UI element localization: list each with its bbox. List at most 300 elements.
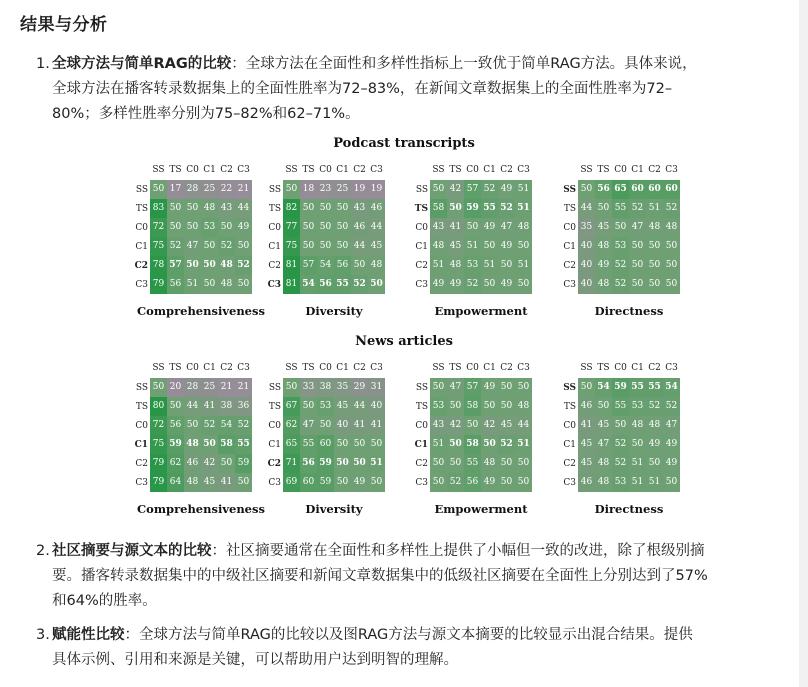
heatmap-cell: 50 bbox=[629, 435, 646, 454]
heatmap-cell: 48 bbox=[595, 473, 612, 492]
heatmap-cell: 50 bbox=[612, 218, 629, 237]
heatmap-column-label: C3 bbox=[665, 165, 678, 175]
heatmap-cell: 47 bbox=[447, 378, 464, 397]
heatmap-cell: 44 bbox=[184, 397, 201, 416]
heatmap-cell: 50 bbox=[481, 237, 498, 256]
heatmap-cell: 45 bbox=[595, 218, 612, 237]
heatmap-cell: 49 bbox=[481, 378, 498, 397]
heatmap-cell: 48 bbox=[663, 218, 680, 237]
heatmap-cell: 60 bbox=[629, 180, 646, 199]
heatmap-title: Comprehensiveness bbox=[137, 502, 265, 516]
item-text-line: 要。播客转录数据集中的中级社区摘要和新闻文章数据集中的低级社区摘要在全面性上分别达到了57% bbox=[52, 568, 708, 584]
heatmap-row-label: SS bbox=[135, 185, 148, 195]
heatmap-cell: 50 bbox=[595, 199, 612, 218]
heatmap-cell: 25 bbox=[201, 180, 218, 199]
heatmap-row-label: C2 bbox=[268, 261, 281, 271]
heatmap-cell: 50 bbox=[430, 473, 447, 492]
heatmap-cell: 51 bbox=[430, 435, 447, 454]
heatmap-column-label: C0 bbox=[466, 363, 479, 373]
heatmap-cell: 50 bbox=[481, 397, 498, 416]
heatmap-cell: 59 bbox=[464, 199, 481, 218]
heatmap-column-label: SS bbox=[432, 165, 445, 175]
heatmap-cell: 50 bbox=[184, 416, 201, 435]
heatmap-cell: 50 bbox=[283, 378, 300, 397]
heatmap-cell: 49 bbox=[663, 454, 680, 473]
heatmap-cell: 50 bbox=[201, 435, 218, 454]
heatmap-cell: 52 bbox=[167, 237, 184, 256]
figure-section-title: News articles bbox=[355, 334, 453, 349]
heatmap-cell: 50 bbox=[317, 218, 334, 237]
heatmap-column-label: TS bbox=[597, 165, 610, 175]
heatmap-column-label: C0 bbox=[319, 363, 332, 373]
heatmap-cell: 44 bbox=[351, 397, 368, 416]
item-text-line: 80%；多样性胜率分别为75–82%和62–71%。 bbox=[52, 106, 360, 122]
heatmap-cell: 57 bbox=[464, 378, 481, 397]
heatmap-column-label: C0 bbox=[614, 165, 627, 175]
heatmap-cell: 50 bbox=[167, 199, 184, 218]
heatmap-row-label: C0 bbox=[268, 421, 281, 431]
heatmap-cell: 41 bbox=[578, 416, 595, 435]
heatmap-cell: 53 bbox=[612, 237, 629, 256]
heatmap-cell: 50 bbox=[201, 237, 218, 256]
heatmap-column-label: TS bbox=[449, 363, 462, 373]
heatmap-cell: 53 bbox=[201, 218, 218, 237]
heatmap-title: Comprehensiveness bbox=[137, 304, 265, 318]
heatmap-cell: 44 bbox=[235, 199, 252, 218]
heatmap-cell: 21 bbox=[235, 180, 252, 199]
heatmap-row-label: SS bbox=[563, 383, 576, 393]
heatmap-column-label: C1 bbox=[631, 363, 644, 373]
heatmap-cell: 50 bbox=[481, 275, 498, 294]
heatmap-column-label: C0 bbox=[186, 363, 199, 373]
heatmap-cell: 50 bbox=[515, 237, 532, 256]
heatmap-cell: 51 bbox=[430, 256, 447, 275]
heatmap-cell: 72 bbox=[150, 218, 167, 237]
heatmap-cell: 50 bbox=[334, 218, 351, 237]
heatmap-column-label: C3 bbox=[370, 363, 383, 373]
heatmap-cell: 50 bbox=[612, 416, 629, 435]
section-heading: 结果与分析 bbox=[20, 15, 108, 35]
heatmap-cell: 79 bbox=[150, 454, 167, 473]
heatmap-column-label: C1 bbox=[336, 165, 349, 175]
heatmap-cell: 53 bbox=[612, 473, 629, 492]
heatmap-cell: 54 bbox=[300, 275, 317, 294]
heatmap-cell: 54 bbox=[595, 378, 612, 397]
heatmap-cell: 40 bbox=[578, 237, 595, 256]
heatmap-cell: 50 bbox=[498, 397, 515, 416]
heatmap-column-label: TS bbox=[169, 165, 182, 175]
heatmap-row-label: C1 bbox=[563, 440, 576, 450]
heatmap-cell: 28 bbox=[184, 180, 201, 199]
heatmap-cell: 59 bbox=[167, 435, 184, 454]
heatmap-cell: 48 bbox=[481, 454, 498, 473]
heatmap-cell: 49 bbox=[481, 218, 498, 237]
heatmap-row-label: C0 bbox=[135, 421, 148, 431]
heatmap-cell: 49 bbox=[498, 180, 515, 199]
heatmap-row-label: TS bbox=[268, 402, 281, 412]
heatmap-cell: 48 bbox=[515, 218, 532, 237]
heatmap-cell: 49 bbox=[498, 237, 515, 256]
heatmap-cell: 50 bbox=[201, 256, 218, 275]
heatmap-row-label: C2 bbox=[135, 459, 148, 469]
heatmap-cell: 19 bbox=[368, 180, 385, 199]
heatmap-cell: 48 bbox=[515, 397, 532, 416]
heatmap-cell: 67 bbox=[283, 397, 300, 416]
heatmap-row-label: C3 bbox=[135, 478, 148, 488]
heatmap-row-label: C0 bbox=[415, 223, 428, 233]
heatmap-cell: 42 bbox=[447, 416, 464, 435]
heatmap-cell: 52 bbox=[235, 416, 252, 435]
heatmap-cell: 53 bbox=[464, 256, 481, 275]
heatmap-row-label: C1 bbox=[414, 440, 428, 450]
heatmap-cell: 29 bbox=[351, 378, 368, 397]
heatmap-cell: 52 bbox=[351, 275, 368, 294]
heatmap-cell: 50 bbox=[578, 180, 595, 199]
heatmap-cell: 23 bbox=[317, 180, 334, 199]
heatmap-cell: 50 bbox=[351, 454, 368, 473]
heatmap-cell: 52 bbox=[201, 416, 218, 435]
heatmap-cell: 36 bbox=[235, 397, 252, 416]
heatmap-cell: 52 bbox=[235, 256, 252, 275]
heatmap-column-label: C3 bbox=[237, 165, 250, 175]
heatmap-column-label: C1 bbox=[203, 363, 216, 373]
heatmap-column-label: C2 bbox=[648, 363, 661, 373]
heatmap-column-label: C3 bbox=[517, 165, 530, 175]
heatmap-cell: 28 bbox=[184, 378, 201, 397]
heatmap-cell: 54 bbox=[663, 378, 680, 397]
heatmap-cell: 41 bbox=[351, 416, 368, 435]
heatmap-row-label: TS bbox=[135, 204, 148, 214]
heatmap-cell: 52 bbox=[464, 275, 481, 294]
heatmap-cell: 64 bbox=[167, 473, 184, 492]
heatmap-cell: 51 bbox=[515, 199, 532, 218]
heatmap-cell: 52 bbox=[612, 454, 629, 473]
heatmap-cell: 50 bbox=[629, 275, 646, 294]
heatmap-column-label: C2 bbox=[353, 165, 366, 175]
heatmap-cell: 43 bbox=[430, 218, 447, 237]
heatmap-cell: 51 bbox=[629, 454, 646, 473]
heatmap-column-label: C2 bbox=[353, 363, 366, 373]
heatmap-cell: 50 bbox=[300, 397, 317, 416]
heatmap-cell: 72 bbox=[150, 416, 167, 435]
heatmap-cell: 60 bbox=[646, 180, 663, 199]
heatmap-cell: 48 bbox=[430, 237, 447, 256]
heatmap-column-label: C3 bbox=[370, 165, 383, 175]
heatmap-row-label: C3 bbox=[415, 280, 428, 290]
heatmap-cell: 49 bbox=[663, 435, 680, 454]
heatmap-cell: 60 bbox=[317, 435, 334, 454]
heatmap-row-label: SS bbox=[563, 185, 576, 195]
heatmap-cell: 50 bbox=[351, 256, 368, 275]
heatmap-cell: 75 bbox=[283, 237, 300, 256]
heatmap-cell: 21 bbox=[235, 378, 252, 397]
heatmap-cell: 52 bbox=[629, 199, 646, 218]
heatmap-cell: 60 bbox=[663, 180, 680, 199]
heatmap-row-label: SS bbox=[135, 383, 148, 393]
heatmap-cell: 48 bbox=[368, 256, 385, 275]
heatmap-column-label: C3 bbox=[517, 363, 530, 373]
heatmap-cell: 33 bbox=[300, 378, 317, 397]
heatmap-cell: 53 bbox=[430, 397, 447, 416]
heatmap-row-label: C0 bbox=[135, 223, 148, 233]
heatmap-row-label: C1 bbox=[135, 242, 148, 252]
heatmap-cell: 50 bbox=[515, 454, 532, 473]
heatmap-cell: 83 bbox=[150, 199, 167, 218]
heatmap-cell: 40 bbox=[578, 256, 595, 275]
heatmap-cell: 50 bbox=[150, 378, 167, 397]
heatmap-cell: 55 bbox=[481, 199, 498, 218]
heatmap-column-label: C1 bbox=[336, 363, 349, 373]
heatmap-cell: 18 bbox=[300, 180, 317, 199]
heatmap-cell: 50 bbox=[498, 256, 515, 275]
heatmap-cell: 50 bbox=[430, 454, 447, 473]
heatmap-row-label: TS bbox=[415, 402, 428, 412]
heatmap-cell: 50 bbox=[334, 473, 351, 492]
heatmap-row-label: C2 bbox=[134, 261, 148, 271]
heatmap-cell: 50 bbox=[368, 435, 385, 454]
heatmap-column-label: C2 bbox=[648, 165, 661, 175]
heatmap-cell: 58 bbox=[218, 435, 235, 454]
heatmap-cell: 19 bbox=[351, 180, 368, 199]
heatmap-cell: 57 bbox=[167, 256, 184, 275]
heatmap-cell: 50 bbox=[317, 199, 334, 218]
heatmap-cell: 45 bbox=[368, 237, 385, 256]
heatmap-cell: 49 bbox=[235, 218, 252, 237]
heatmap-cell: 47 bbox=[629, 218, 646, 237]
heatmap-cell: 48 bbox=[218, 256, 235, 275]
heatmap-cell: 50 bbox=[300, 237, 317, 256]
heatmap-cell: 52 bbox=[612, 275, 629, 294]
heatmap-cell: 40 bbox=[368, 397, 385, 416]
heatmap-cell: 56 bbox=[595, 180, 612, 199]
heatmap-cell: 75 bbox=[150, 435, 167, 454]
heatmap-cell: 47 bbox=[595, 435, 612, 454]
item-label: 社区摘要与源文本的比较 bbox=[52, 543, 212, 559]
heatmap-cell: 52 bbox=[612, 435, 629, 454]
heatmap-cell: 50 bbox=[150, 180, 167, 199]
heatmap-row-label: C1 bbox=[415, 242, 428, 252]
heatmap-row-label: C3 bbox=[415, 478, 428, 488]
heatmap-cell: 44 bbox=[368, 218, 385, 237]
heatmap-cell: 62 bbox=[167, 454, 184, 473]
item-text-line: ：全球方法与简单RAG的比较以及图RAG方法与源文本摘要的比较显示出混合结果。提供 bbox=[124, 627, 693, 643]
heatmap-row-label: C0 bbox=[563, 421, 576, 431]
heatmap-row-label: TS bbox=[563, 402, 576, 412]
heatmap-cell: 50 bbox=[447, 397, 464, 416]
heatmap-cell: 56 bbox=[334, 256, 351, 275]
heatmap-cell: 46 bbox=[351, 218, 368, 237]
item-label: 赋能性比较 bbox=[52, 627, 125, 643]
heatmap-title: Diversity bbox=[305, 304, 363, 318]
heatmap-cell: 50 bbox=[646, 454, 663, 473]
heatmap-cell: 47 bbox=[300, 416, 317, 435]
heatmap-cell: 41 bbox=[447, 218, 464, 237]
heatmap-cell: 54 bbox=[317, 256, 334, 275]
heatmap-cell: 55 bbox=[334, 275, 351, 294]
heatmap-title: Empowerment bbox=[434, 304, 528, 318]
heatmap-cell: 50 bbox=[167, 397, 184, 416]
heatmap-cell: 51 bbox=[646, 199, 663, 218]
heatmap-cell: 59 bbox=[317, 454, 334, 473]
heatmap-cell: 45 bbox=[578, 435, 595, 454]
heatmap-cell: 75 bbox=[150, 237, 167, 256]
heatmap-cell: 52 bbox=[498, 435, 515, 454]
heatmap-cell: 50 bbox=[515, 378, 532, 397]
heatmap-row-label: C1 bbox=[268, 440, 281, 450]
heatmap-row-label: C2 bbox=[415, 261, 428, 271]
heatmap-cell: 43 bbox=[351, 199, 368, 218]
heatmap-cell: 46 bbox=[578, 397, 595, 416]
heatmap-cell: 43 bbox=[430, 416, 447, 435]
heatmap-column-label: C1 bbox=[631, 165, 644, 175]
heatmap-row-label: TS bbox=[135, 402, 148, 412]
heatmap-cell: 52 bbox=[447, 473, 464, 492]
heatmap-title: Directness bbox=[594, 304, 664, 318]
heatmap-row-label: C2 bbox=[563, 261, 576, 271]
heatmap-cell: 50 bbox=[218, 218, 235, 237]
heatmap-cell: 50 bbox=[430, 180, 447, 199]
heatmap-cell: 81 bbox=[283, 275, 300, 294]
heatmap-cell: 41 bbox=[201, 397, 218, 416]
heatmap-row-label: C2 bbox=[267, 459, 281, 469]
heatmap-column-label: C1 bbox=[483, 165, 496, 175]
heatmap-cell: 50 bbox=[283, 180, 300, 199]
heatmap-cell: 25 bbox=[201, 378, 218, 397]
heatmap-cell: 51 bbox=[515, 256, 532, 275]
heatmap-column-label: C0 bbox=[614, 363, 627, 373]
heatmap-title: Empowerment bbox=[434, 502, 528, 516]
heatmap-cell: 55 bbox=[300, 435, 317, 454]
heatmap-cell: 50 bbox=[629, 256, 646, 275]
heatmap-cell: 50 bbox=[218, 454, 235, 473]
heatmap-cell: 45 bbox=[578, 454, 595, 473]
heatmap-cell: 41 bbox=[218, 473, 235, 492]
heatmap-cell: 77 bbox=[283, 218, 300, 237]
heatmap-cell: 49 bbox=[481, 473, 498, 492]
heatmap-row-label: C0 bbox=[268, 223, 281, 233]
heatmap-cell: 50 bbox=[663, 237, 680, 256]
heatmap-cell: 50 bbox=[481, 435, 498, 454]
heatmap-column-label: TS bbox=[302, 363, 315, 373]
heatmap-cell: 59 bbox=[612, 378, 629, 397]
heatmap-cell: 52 bbox=[481, 180, 498, 199]
heatmap-cell: 50 bbox=[334, 435, 351, 454]
heatmap-cell: 50 bbox=[498, 473, 515, 492]
heatmap-cell: 50 bbox=[447, 454, 464, 473]
heatmap-cell: 50 bbox=[646, 256, 663, 275]
heatmap-cell: 53 bbox=[317, 397, 334, 416]
heatmap-cell: 50 bbox=[430, 378, 447, 397]
heatmap-cell: 50 bbox=[464, 218, 481, 237]
heatmap-cell: 52 bbox=[218, 237, 235, 256]
item-text-line: ：社区摘要通常在全面性和多样性上提供了小幅但一致的改进，除了根级别摘 bbox=[211, 543, 705, 559]
heatmap-cell: 50 bbox=[235, 237, 252, 256]
heatmap-column-label: C1 bbox=[203, 165, 216, 175]
heatmap-cell: 69 bbox=[283, 473, 300, 492]
heatmap-cell: 48 bbox=[629, 416, 646, 435]
heatmap-row-label: C1 bbox=[134, 440, 148, 450]
heatmap-row-label: C3 bbox=[267, 280, 281, 290]
heatmap-cell: 50 bbox=[646, 275, 663, 294]
heatmap-row-label: TS bbox=[563, 204, 576, 214]
heatmap-cell: 55 bbox=[612, 397, 629, 416]
heatmap-cell: 48 bbox=[595, 237, 612, 256]
heatmap-cell: 45 bbox=[334, 397, 351, 416]
heatmap-cell: 50 bbox=[201, 275, 218, 294]
heatmap-cell: 20 bbox=[167, 378, 184, 397]
heatmap-cell: 50 bbox=[317, 416, 334, 435]
heatmap-cell: 50 bbox=[351, 435, 368, 454]
heatmap-cell: 50 bbox=[578, 378, 595, 397]
heatmap-row-label: SS bbox=[415, 383, 428, 393]
heatmap-cell: 50 bbox=[663, 275, 680, 294]
heatmap-cell: 50 bbox=[235, 275, 252, 294]
heatmap-cell: 52 bbox=[646, 397, 663, 416]
heatmap-cell: 59 bbox=[317, 473, 334, 492]
heatmap-column-label: SS bbox=[580, 165, 593, 175]
heatmap-cell: 49 bbox=[595, 256, 612, 275]
heatmap-cell: 50 bbox=[498, 454, 515, 473]
heatmap-cell: 52 bbox=[663, 199, 680, 218]
heatmap-cell: 50 bbox=[300, 218, 317, 237]
heatmap-row-label: C0 bbox=[563, 223, 576, 233]
heatmap-cell: 50 bbox=[184, 199, 201, 218]
heatmap-cell: 35 bbox=[334, 378, 351, 397]
heatmap-row-label: SS bbox=[415, 185, 428, 195]
heatmap-cell: 44 bbox=[578, 199, 595, 218]
heatmap-cell: 35 bbox=[578, 218, 595, 237]
heatmap-cell: 17 bbox=[167, 180, 184, 199]
heatmap-cell: 49 bbox=[430, 275, 447, 294]
heatmap-cell: 50 bbox=[334, 237, 351, 256]
heatmap-cell: 57 bbox=[300, 256, 317, 275]
heatmap-column-label: C0 bbox=[319, 165, 332, 175]
heatmap-row-label: C3 bbox=[563, 280, 576, 290]
list-number: 2. bbox=[36, 543, 50, 559]
figure-section-title: Podcast transcripts bbox=[333, 136, 475, 151]
heatmap-column-label: C2 bbox=[500, 165, 513, 175]
heatmap-cell: 55 bbox=[235, 435, 252, 454]
heatmap-cell: 49 bbox=[646, 435, 663, 454]
heatmap-cell: 53 bbox=[629, 397, 646, 416]
list-number: 1. bbox=[36, 56, 50, 72]
heatmap-row-label: C3 bbox=[135, 280, 148, 290]
heatmap-cell: 48 bbox=[646, 416, 663, 435]
heatmap-column-label: SS bbox=[285, 363, 298, 373]
heatmap-row-label: C0 bbox=[415, 421, 428, 431]
heatmap-column-label: SS bbox=[580, 363, 593, 373]
heatmap-cell: 49 bbox=[447, 275, 464, 294]
heatmap-cell: 50 bbox=[368, 473, 385, 492]
heatmap-cell: 51 bbox=[646, 473, 663, 492]
heatmap-row-label: TS bbox=[268, 204, 281, 214]
heatmap-cell: 50 bbox=[595, 397, 612, 416]
heatmap-cell: 56 bbox=[167, 416, 184, 435]
heatmap-cell: 49 bbox=[351, 473, 368, 492]
heatmap-cell: 47 bbox=[663, 416, 680, 435]
heatmap-cell: 51 bbox=[368, 454, 385, 473]
list-number: 3. bbox=[36, 627, 50, 643]
heatmap-cell: 50 bbox=[368, 275, 385, 294]
heatmap-cell: 46 bbox=[184, 454, 201, 473]
heatmap-cell: 50 bbox=[498, 378, 515, 397]
heatmap-cell: 52 bbox=[612, 256, 629, 275]
heatmap-cell: 44 bbox=[351, 237, 368, 256]
heatmap-column-label: C3 bbox=[237, 363, 250, 373]
heatmap-cell: 48 bbox=[184, 435, 201, 454]
heatmap-cell: 22 bbox=[218, 180, 235, 199]
heatmap-cell: 42 bbox=[481, 416, 498, 435]
